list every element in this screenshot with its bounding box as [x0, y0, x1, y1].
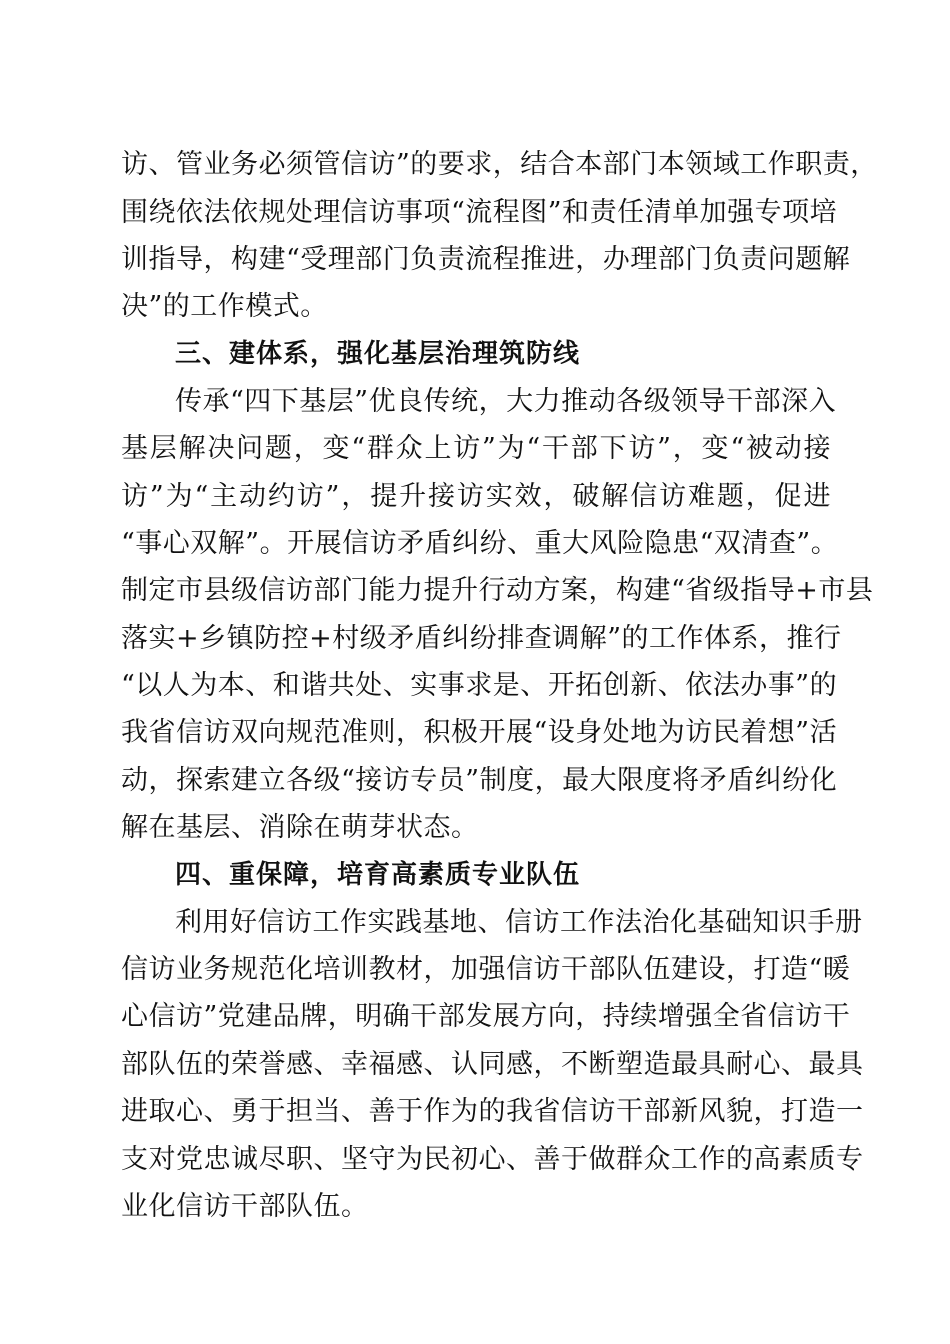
paragraph-line: 基层解决问题，变“群众上访”为“干部下访”，变“被动接 [121, 433, 831, 464]
paragraph-line: “事心双解”。开展信访矛盾纠纷、重大风险隐患“双清查”。 [121, 528, 839, 559]
paragraph-line: 支对党忠诚尽职、坚守为民初心、善于做群众工作的高素质专 [121, 1144, 864, 1175]
paragraph-line: 访、管业务必须管信访”的要求，结合本部门本领域工作职责， [121, 149, 878, 180]
paragraph-line: 动，探索建立各级“接访专员”制度，最大限度将矛盾纠纷化 [121, 765, 838, 796]
paragraph-line: 我省信访双向规范准则，积极开展“设身处地为访民着想”活 [121, 717, 838, 748]
paragraph-line: 解在基层、消除在萌芽状态。 [121, 812, 479, 843]
paragraph-line: 信访业务规范化培训教材，加强信访干部队伍建设，打造“暖 [121, 954, 851, 985]
paragraph-line: 决”的工作模式。 [121, 291, 328, 322]
paragraph-line: 落实+乡镇防控+村级矛盾纠纷排查调解”的工作体系，推行 [121, 623, 842, 654]
paragraph-line: 心信访”党建品牌，明确干部发展方向，持续增强全省信访干 [121, 1001, 851, 1032]
paragraph-line: 进取心、勇于担当、善于作为的我省信访干部新风貌，打造一 [121, 1096, 864, 1127]
paragraph-line: 训指导，构建“受理部门负责流程推进，办理部门负责问题解 [121, 244, 851, 275]
paragraph-line: 围绕依法依规处理信访事项“流程图”和责任清单加强专项培 [121, 197, 838, 228]
section-heading: 三、建体系，强化基层治理筑防线 [175, 339, 581, 369]
paragraph-line: 部队伍的荣誉感、幸福感、认同感，不断塑造最具耐心、最具 [121, 1049, 864, 1080]
paragraph-line: 传承“四下基层”优良传统，大力推动各级领导干部深入 [175, 386, 837, 417]
paragraph-line: “以人为本、和谐共处、实事求是、开拓创新、依法办事”的 [121, 670, 838, 701]
paragraph-line: 访”为“主动约访”，提升接访实效，破解信访难题，促进 [121, 481, 831, 512]
paragraph-line: 业化信访干部队伍。 [121, 1191, 369, 1222]
paragraph-line: 制定市县级信访部门能力提升行动方案，构建“省级指导+市县 [121, 575, 874, 606]
paragraph-line: 利用好信访工作实践基地、信访工作法治化基础知识手册 [175, 907, 863, 938]
section-heading: 四、重保障，培育高素质专业队伍 [175, 860, 581, 890]
